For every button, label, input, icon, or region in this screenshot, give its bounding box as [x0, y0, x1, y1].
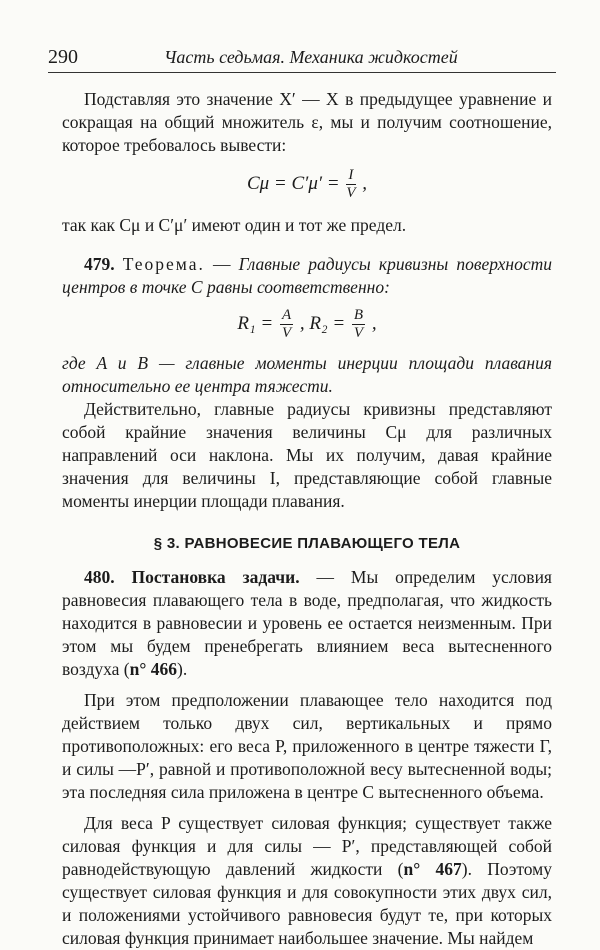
theorem-dash: — [204, 254, 239, 274]
section-title: § 3. РАВНОВЕСИЕ ПЛАВАЮЩЕГО ТЕЛА [153, 535, 461, 552]
theorem-label: Теорема. [122, 254, 205, 274]
formula-cmu [62, 167, 552, 202]
subsection-heading: 480. Постановка задачи. [84, 567, 300, 587]
fraction-numerator: I [346, 167, 355, 185]
paragraph-force-function [62, 812, 552, 950]
paragraph-proof: Действительно, главные радиусы кривизны представляют собой крайние значения величины Cμ для различных направлений оси наклона. Мы их получим, давая крайние значения для величины I, представляющие собой главные моменты инерции площади плавания. [62, 399, 552, 511]
paragraph-480-text: — Мы определим условия равновесия плавающего тела в воде, предполагая, что жидкость находится в равновесии и уровень ее остается неизменным. При этом мы будем пренебрегать влиянием веса вытесненного воздуха ( [62, 567, 552, 679]
theorem-479 [62, 253, 552, 299]
paragraph-moments: где A и B — главные моменты инерции площади плавания относительно ее центра тяжести. [62, 353, 552, 396]
fraction-b: B [353, 307, 364, 323]
fraction-a: A [281, 307, 292, 323]
reference-467: n° 467 [403, 859, 462, 879]
paragraph-480 [62, 566, 552, 681]
formula-cmu-lhs: Cμ = C′μ′ = [246, 172, 340, 194]
formula-radii-tail: , [371, 312, 377, 334]
formula-radii [62, 307, 552, 342]
paragraph-480-end: ). [177, 659, 188, 679]
theorem-statement: Главные радиусы кривизны поверхности центров в точке C равны соответственно: [62, 254, 553, 297]
page-number: 290 [48, 46, 78, 68]
reference-466: n° 466 [129, 659, 177, 679]
page-body [62, 88, 552, 950]
fraction-a-over-v [280, 307, 293, 342]
page-header [48, 44, 556, 73]
fraction-v1: V [281, 325, 292, 341]
paragraph-limit: так как Cμ и C′μ′ имеют один и тот же предел. [62, 215, 407, 235]
paragraph-force-function-text2: ). Поэтому существует силовая функция и для совокупности этих двух сил, и положениями устойчивого равновесия будут те, при которых силовая функция принимает наибольшее значение. Мы найдем [62, 859, 552, 948]
theorem-number: 479. [84, 254, 115, 274]
fraction-i-over-v [346, 167, 355, 202]
fraction-b-over-v [352, 307, 365, 342]
paragraph-forces: При этом предположении плавающее тело находится под действием только двух сил, вертикальных и прямо противоположных: его веса P, приложенного в центре тяжести Γ, и силы —P′, равной и противоположной весу вытесненной воды; эта последняя сила приложена в центре C вытесненного объема. [62, 690, 552, 802]
paragraph-substitution: Подставляя это значение X′ — X в предыдущее уравнение и сокращая на общий множитель ε, мы и получим соотношение, которое требовалось вывести: [62, 89, 552, 155]
running-title: Часть седьмая. Механика жидкостей [164, 47, 458, 67]
paragraph-force-function-text1: Для веса P существует силовая функция; существует также силовая функция и для силы — P′, представляющей собой равнодействующую давлений жидкости ( [62, 813, 552, 879]
formula-r2: , R₂ = [299, 312, 346, 334]
formula-r1: R₁ = [237, 312, 274, 334]
fraction-denominator: V [346, 185, 356, 201]
formula-cmu-tail: , [362, 172, 368, 194]
fraction-v2: V [353, 325, 364, 341]
